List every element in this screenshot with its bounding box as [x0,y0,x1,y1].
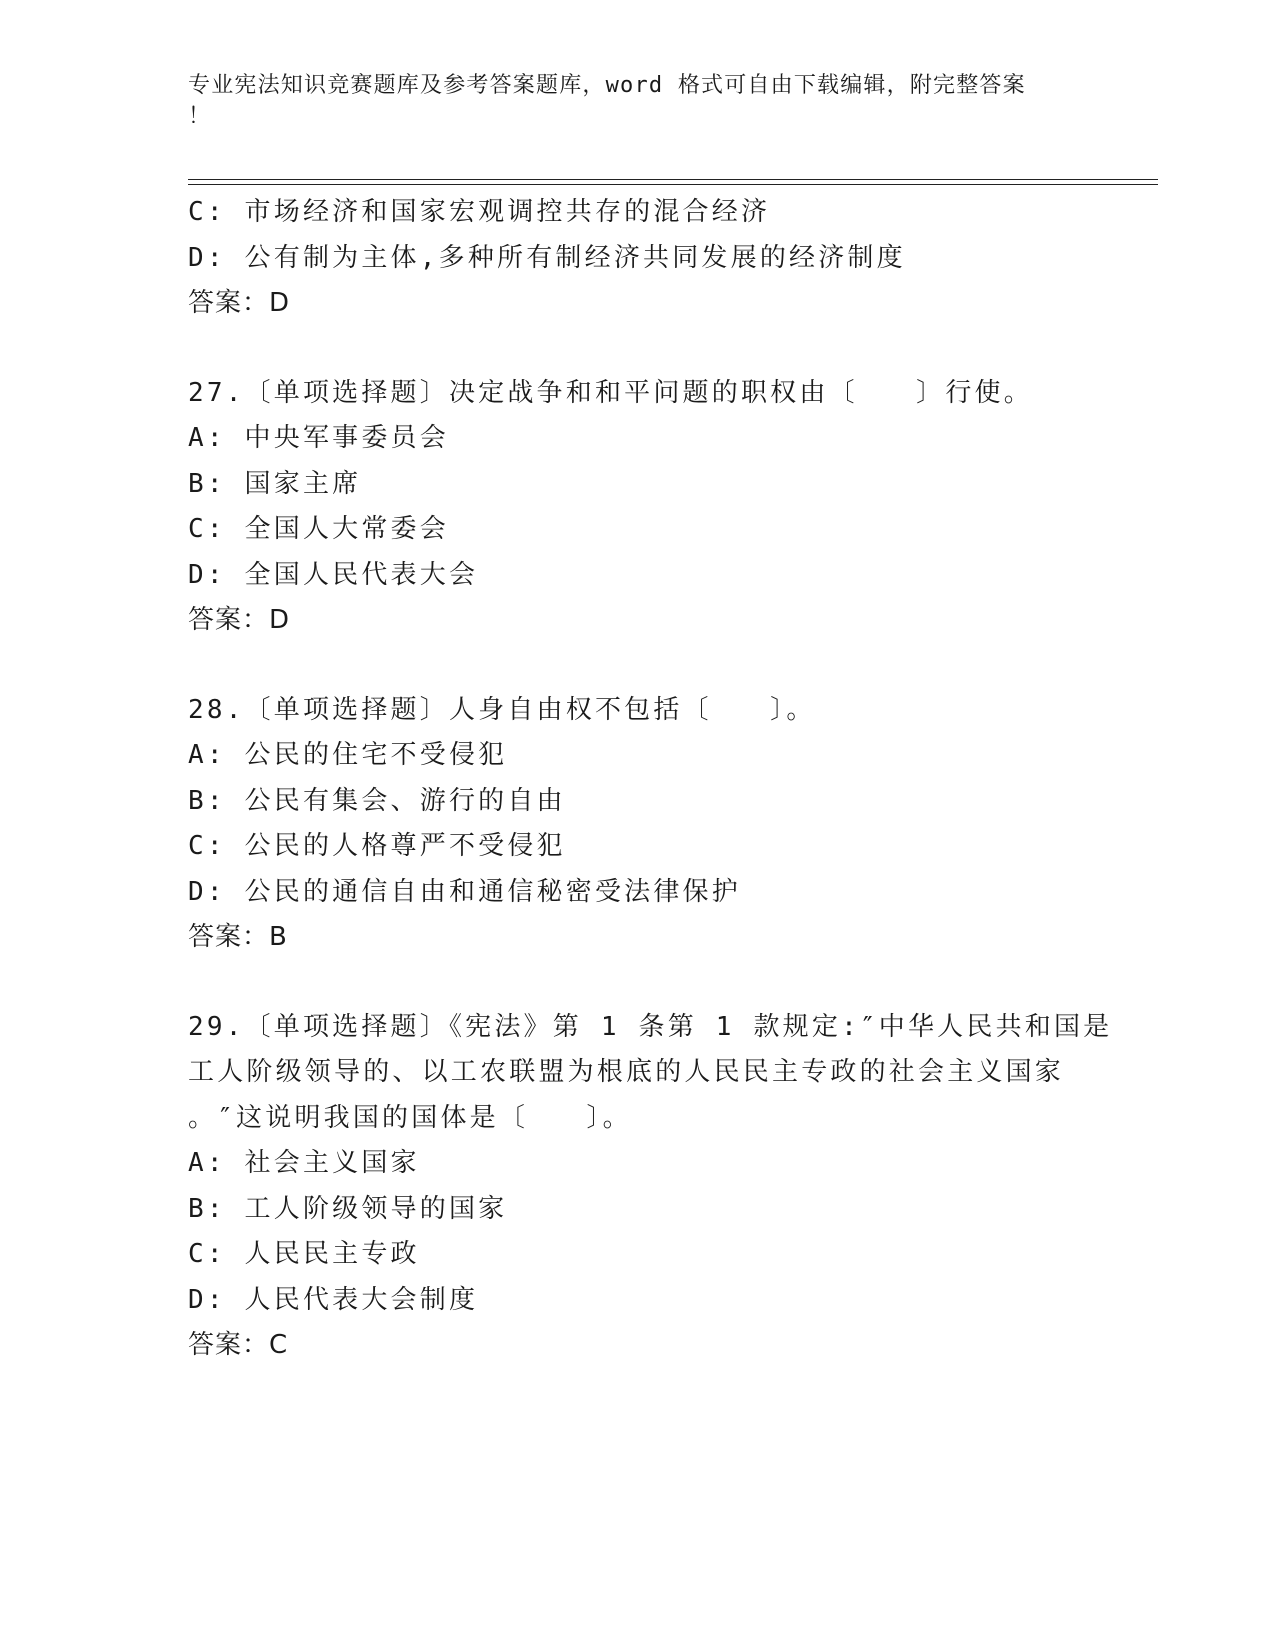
option-a: A: 公民的住宅不受侵犯 [188,740,508,770]
spacer [188,961,1088,1005]
option-b: B: 公民有集会、游行的自由 [188,785,566,816]
option-c: C: 公民的人格尊严不受侵犯 [188,831,566,861]
header-rule-top [188,179,1158,180]
question-29 [188,1005,1113,1369]
header-title-continuation: ！ [188,104,212,129]
question-stem-line-1: 29.〔单项选择题〕《宪法》第 1 条第 1 款规定:″中华人民共和国是 [188,1011,1113,1042]
question-stem-line-2: 工人阶级领导的、以工农联盟为根底的人民民主专政的社会主义国家 [188,1057,1065,1087]
option-c: C: 人民民主专政 [188,1239,420,1269]
question-28 [188,688,1088,961]
page-header [188,70,1068,132]
option-b: B: 工人阶级领导的国家 [188,1193,508,1224]
header-rule-bottom [188,184,1158,185]
answer-text: 答案：C [188,1330,289,1360]
spacer [188,644,1088,688]
option-b: B: 国家主席 [188,468,362,499]
option-d: D: 公有制为主体,多种所有制经济共同发展的经济制度 [188,242,906,273]
question-stem: 28.〔单项选择题〕人身自由权不包括〔 〕。 [188,694,816,725]
question-list [188,190,1113,1369]
option-a: A: 中央军事委员会 [188,423,449,453]
header-title: 专业宪法知识竞赛题库及参考答案题库，word 格式可自由下载编辑，附完整答案 [188,73,1026,98]
previous-question-tail [188,190,1088,327]
option-c: C: 全国人大常委会 [188,514,449,544]
answer-text: 答案：D [188,288,291,318]
option-d: D: 全国人民代表大会 [188,559,479,590]
spacer [188,327,1088,371]
option-d: D: 人民代表大会制度 [188,1284,479,1315]
question-27 [188,371,1088,644]
option-c: C: 市场经济和国家宏观调控共存的混合经济 [188,197,771,227]
answer-text: 答案：D [188,605,291,635]
question-stem: 27.〔单项选择题〕决定战争和和平问题的职权由〔 〕行使。 [188,377,1033,408]
answer-text: 答案：B [188,922,288,952]
option-a: A: 社会主义国家 [188,1148,420,1178]
question-stem-line-3: 。″这说明我国的国体是〔 〕。 [188,1102,632,1133]
option-d: D: 公民的通信自由和通信秘密受法律保护 [188,876,741,907]
